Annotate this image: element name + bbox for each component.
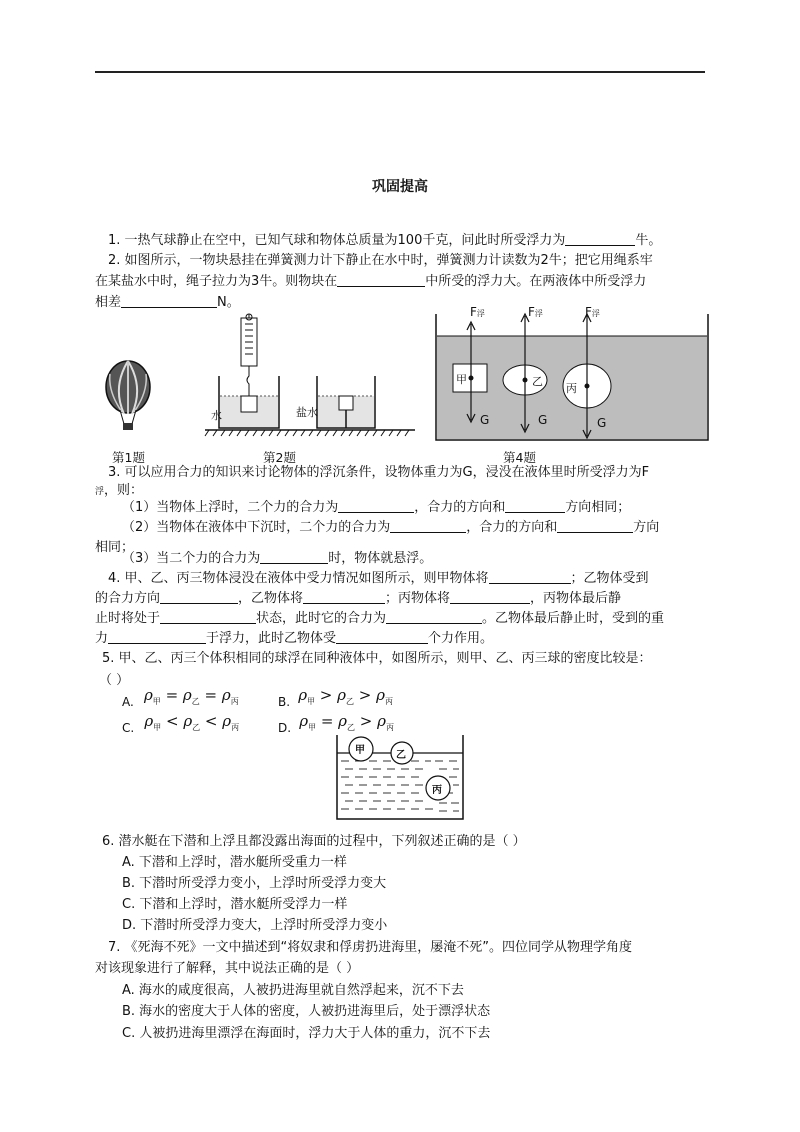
answer-blank[interactable]	[489, 569, 571, 584]
answer-blank[interactable]	[565, 231, 635, 246]
question-4-line4: 力 于浮力，此时乙物体受 个力作用。	[95, 631, 494, 646]
option-5a[interactable]: A. $\rho_甲 = \rho_乙 = \rho_丙$	[122, 686, 239, 709]
option-7b[interactable]: B. 海水的密度大于人体的密度，人被扔进海里后，处于漂浮状态	[122, 1004, 491, 1019]
gravity-label-jia: G	[480, 413, 490, 427]
question-3-sub3: （3）当二个力的合力为 时，物体就悬浮。	[122, 551, 433, 566]
option-6b[interactable]: B. 下潜时所受浮力变小，上浮时所受浮力变大	[122, 876, 387, 891]
question-3-line1: 3. 可以应用合力的知识来讨论物体的浮沉条件，设物体重力为G，浸没在液体里时所受浮力为F	[108, 465, 650, 480]
figure-1-caption: 第1题	[112, 450, 145, 465]
option-5b[interactable]: B. $\rho_甲 > \rho_乙 > \rho_丙$	[278, 686, 393, 709]
gravity-label-yi: G	[538, 413, 548, 427]
question-7-line2: 对该现象进行了解释，其中说法正确的是（ ）	[95, 961, 360, 976]
question-3-sub2: （2）当物体在液体中下沉时，二个力的合力为 ，合力的方向和 方向	[122, 520, 660, 535]
sphere-yi-label: 乙	[396, 750, 406, 761]
answer-blank[interactable]	[336, 629, 428, 644]
question-3-line2: 浮，则：	[95, 483, 144, 498]
object-jia-label: 甲	[456, 373, 467, 386]
question-6-stem: 6. 潜水艇在下潜和上浮且都没露出海面的过程中，下列叙述正确的是（ ）	[102, 834, 526, 849]
option-6a[interactable]: A. 下潜和上浮时，潜水艇所受重力一样	[122, 855, 347, 870]
question-3-sub1: （1）当物体上浮时，二个力的合力为 ，合力的方向和 方向相同；	[122, 500, 631, 515]
option-7a[interactable]: A. 海水的咸度很高，人被扔进海里就自然浮起来，沉不下去	[122, 983, 464, 998]
object-bing-label: 丙	[566, 382, 577, 395]
answer-blank[interactable]	[260, 549, 328, 564]
answer-blank[interactable]	[160, 589, 238, 604]
balloon-figure	[100, 360, 160, 440]
question-2-line2: 在某盐水中时，绳子拉力为3牛。则物块在 中所受的浮力大。在两液体中所受浮力	[95, 274, 647, 289]
header-rule	[95, 71, 705, 73]
answer-blank[interactable]	[390, 518, 466, 533]
gravity-label-bing: G	[597, 416, 607, 430]
answer-blank[interactable]	[108, 629, 206, 644]
salt-water-label: 盐水	[296, 406, 318, 419]
answer-blank[interactable]	[160, 609, 256, 624]
buoyancy-label-bing: F浮	[585, 305, 600, 319]
question-2-line3: 相差 N。	[95, 295, 240, 310]
force-figure	[435, 302, 710, 452]
question-3-sub2-cont: 相同；	[95, 540, 135, 555]
page-title: 巩固提高	[372, 179, 428, 195]
question-1: 1. 一热气球静止在空中，已知气球和物体总质量为100千克，问此时所受浮力为 牛。	[108, 233, 662, 248]
question-4-line1: 4. 甲、乙、丙三物体浸没在液体中受力情况如图所示，则甲物体将 ；乙物体受到	[108, 571, 649, 586]
sphere-bing-label: 丙	[432, 785, 442, 796]
option-6c[interactable]: C. 下潜和上浮时，潜水艇所受浮力一样	[122, 897, 348, 912]
answer-blank[interactable]	[386, 609, 482, 624]
answer-blank[interactable]	[337, 272, 425, 287]
question-7-line1: 7. 《死海不死》一文中描述到“将奴隶和俘虏扔进海里，屡淹不死”。四位同学从物理学角度	[108, 940, 633, 955]
answer-blank[interactable]	[121, 293, 217, 308]
figure-2-caption: 第2题	[263, 450, 296, 465]
answer-blank[interactable]	[505, 498, 565, 513]
sphere-jia-label: 甲	[355, 745, 365, 756]
question-5-line1: 5. 甲、乙、丙三个体积相同的球浮在同种液体中，如图所示，则甲、乙、丙三球的密度比较是：	[102, 651, 652, 666]
option-5c[interactable]: C. $\rho_甲 < \rho_乙 < \rho_丙$	[122, 712, 240, 735]
question-2-line1: 2. 如图所示，一物块悬挂在弹簧测力计下静止在水中时，弹簧测力计读数为2牛；把它用绳系牢	[108, 253, 653, 268]
answer-blank[interactable]	[557, 518, 633, 533]
question-5-paren: （ ）	[99, 673, 130, 688]
answer-blank[interactable]	[450, 589, 530, 604]
answer-blank[interactable]	[338, 498, 414, 513]
option-5d[interactable]: D. $\rho_甲 = \rho_乙 > \rho_丙$	[278, 712, 394, 735]
object-yi-label: 乙	[532, 375, 543, 388]
buoyancy-label-jia: F浮	[470, 305, 485, 319]
question-4-line3: 止时将处于 状态，此时它的合力为 。乙物体最后静止时，受到的重	[95, 611, 665, 626]
buoyancy-label-yi: F浮	[528, 305, 543, 319]
figure-4-caption: 第4题	[503, 450, 536, 465]
answer-blank[interactable]	[303, 589, 385, 604]
question-4-line2: 的合力方向 ，乙物体将 ；丙物体将 ，丙物体最后静	[95, 591, 622, 606]
option-7c[interactable]: C. 人被扔进海里漂浮在海面时，浮力大于人体的重力，沉不下去	[122, 1026, 491, 1041]
water-label: 水	[211, 409, 222, 422]
option-6d[interactable]: D. 下潜时所受浮力变大，上浮时所受浮力变小	[122, 918, 388, 933]
